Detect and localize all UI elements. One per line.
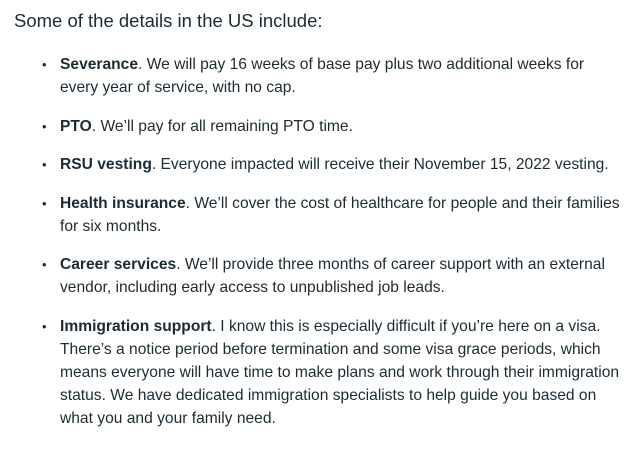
- bullet-icon: •: [42, 257, 47, 272]
- bullet-icon: •: [42, 195, 47, 211]
- intro-text: Some of the details in the US include:: [14, 10, 323, 31]
- item-term: PTO: [60, 117, 92, 135]
- bullet-icon: •: [42, 157, 47, 172]
- list-item-immigration-support: [14, 315, 639, 430]
- bullet-icon: •: [42, 57, 47, 72]
- item-term: Immigration support: [60, 317, 212, 335]
- bullet-icon: •: [42, 318, 47, 334]
- list-item-health-insurance: [14, 192, 639, 238]
- list-item-career-services: [14, 253, 639, 299]
- item-text: . We’ll pay for all remaining PTO time.: [91, 117, 353, 135]
- item-text: . We will pay 16 weeks of base pay plus two additional weeks for every year of service, with no cap.: [60, 56, 585, 96]
- bullet-icon: •: [42, 118, 47, 134]
- item-term: Career services: [60, 256, 177, 273]
- item-text: . I know this is especially difficult if you’re here on a visa. There’s a notice period before termination and some visa grace periods, which means everyone will have time to make plans and work through their immigration status. We have dedicated immigration specialists to help guide you based on what you and your family need.: [60, 317, 620, 427]
- list-item-severance: [14, 53, 639, 99]
- item-text: . We’ll provide three months of career support with an external vendor, including early access to unpublished job leads.: [60, 256, 605, 296]
- details-list: [14, 53, 639, 430]
- item-text: . Everyone impacted will receive their November 15, 2022 vesting.: [151, 156, 609, 173]
- list-item-rsu-vesting: [14, 153, 639, 176]
- list-item-pto: [14, 115, 639, 138]
- item-text: . We’ll cover the cost of healthcare for people and their families for six months.: [60, 194, 620, 235]
- item-term: Severance: [60, 56, 139, 73]
- item-term: Health insurance: [60, 194, 186, 212]
- item-term: RSU vesting: [60, 156, 152, 173]
